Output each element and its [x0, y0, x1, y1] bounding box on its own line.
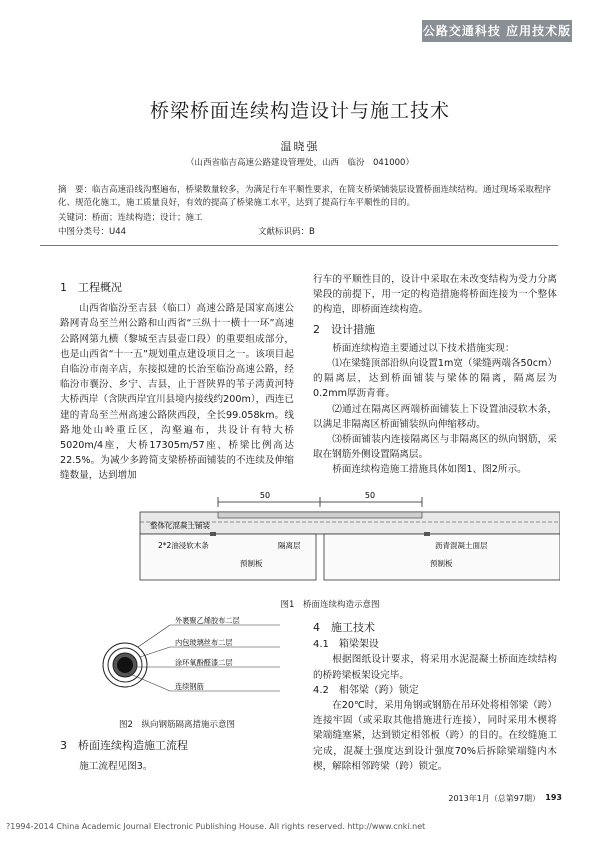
page-number: 193 — [545, 793, 562, 802]
fig2-label-inner: 内包玻璃丝布二层 — [175, 638, 233, 647]
section-1-continuation: 行车的平顺性目的，设计中采取在未改变结构为受力分离梁段的前提下，用一定的构造措施将桥面连接为一个整体的构造，即桥面连续构造。 — [313, 274, 557, 316]
section-2-intro: 桥面连续构造主要通过以下技术措施实现： — [332, 342, 515, 354]
author-name: 温晓强 — [280, 140, 320, 153]
isolation-strip — [218, 512, 422, 518]
section-1 — [60, 280, 294, 484]
figure-1-caption: 图1 桥面连续构造示意图 — [280, 600, 380, 610]
layer-label: 整体化混凝土铺装 — [150, 521, 210, 530]
issue-info: 2013年1月（总第97期） — [448, 794, 540, 803]
section-2-item-3: ⑶桥面铺装内连接隔离区与非隔离区的纵向钢筋，采取在钢筋外侧设置隔离层。 — [313, 434, 557, 461]
journal-banner: 公路交通科技 应用技术版 — [422, 20, 572, 42]
cork-label: 2*2油浸软木条 — [158, 541, 209, 550]
section-3 — [60, 738, 294, 774]
slab-left-label: 预制板 — [240, 559, 263, 568]
isolation-label: 隔离层 — [278, 541, 301, 550]
section-2 — [313, 272, 557, 478]
fig2-label-outer: 外裹聚乙烯胶布二层 — [175, 616, 240, 625]
paper-title: 桥梁桥面连续构造设计与施工技术 — [149, 100, 450, 122]
section-3-heading: 3 桥面连续构造施工流程 — [60, 739, 188, 752]
section-2-item-2: ⑵通过在隔离区两端桥面铺装上下设置油浸软木条，以满足非隔离区桥面铺装纵向伸缩移动。 — [313, 403, 557, 430]
figure-2-diagram — [70, 615, 290, 710]
cork-strip-right — [424, 532, 430, 536]
keywords: 关键词：桥面；连续构造；设计；施工 — [58, 213, 203, 223]
slab-right-label: 预制板 — [430, 559, 453, 568]
abstract: 摘 要：临吉高速沿线沟壑遍布，桥梁数量较多，为满足行车平顺性要求，在简支桥梁铺装层设置桥面连续结构。通过现场采取程序化、规范化施工，施工质量良好，有效的提高了桥梁施工水平，达到了提高行车平顺性的目的。 — [58, 185, 552, 208]
section-1-heading: 1 工程概况 — [60, 281, 122, 294]
section-4-2-paragraph: 在20℃时，采用角钢或钢筋在吊环处将相邻梁（跨）连接牢固（或采取其他措施进行连接），同时采用木楔将梁端缝塞紧，达到锁定相邻板（跨）的目的。在绞缝施工完成，混凝土强度达到设计强度70%后拆除梁端缝内木楔，解除相邻跨梁（跨）锁定。 — [313, 700, 557, 772]
dimension-line — [218, 497, 422, 507]
section-4-1-heading: 4.1 箱梁架设 — [313, 639, 379, 651]
fig2-label-rebar: 连续钢筋 — [175, 682, 204, 691]
dim-right-label: 50 — [364, 491, 376, 500]
asphalt-label: 沥青混凝土面层 — [435, 541, 488, 550]
section-3-paragraph: 施工流程见图3。 — [79, 761, 153, 773]
section-4-1-paragraph: 根据图纸设计要求，将采用水泥混凝土桥面连续结构的桥跨梁板架设完毕。 — [313, 654, 557, 681]
rebar-core — [117, 657, 133, 673]
figure-2-caption: 图2 纵向钢筋隔离措施示意图 — [119, 720, 235, 730]
clc-number: 中图分类号：U44 — [58, 227, 127, 237]
section-2-outro: 桥面连续构造施工措施具体如图1、图2所示。 — [332, 464, 527, 476]
section-4-2-heading: 4.2 相邻梁（跨）锁定 — [313, 684, 419, 696]
section-2-heading: 2 设计措施 — [313, 322, 375, 336]
section-4 — [313, 620, 557, 774]
section-2-item-1: ⑴在梁缝顶部沿纵向设置1m宽（梁缝两端各50cm）的隔离层，达到桥面铺装与梁体的隔离，隔离层为0.2mm厚沥青膏。 — [313, 358, 557, 400]
figure-1-diagram — [100, 488, 560, 593]
copyright-line: ?1994-2014 China Academic Journal Electronic Publishing House. All rights reserved. http://www.cnki.net — [6, 822, 426, 831]
section-1-paragraph: 山西省临汾至吉县（临口）高速公路是国家高速公路网青岛至兰州公路和山西省“三纵十一横十一环”高速公路网第九横（黎城至吉县壶口段）的重要组成部分，也是山西省“十一五”规划重点建设项目之一。该项目起自临汾市南辛店，东接拟建的长治至临汾高速公路，经临汾市襄汾、乡宁、吉县，止于晋陕界的苇子湾黄河特大桥西岸（含陕西岸宜川县境内接线约200m），西连已建的青岛至兰州高速公路陕西段，全长99.058km。线路地处山岭重丘区，沟壑遍布，共设计有特大桥5020m/4座，大桥17305m/57座、桥梁比例高达22.5%。为减少多跨简支梁桥桥面铺装的不连续及伸缩缝数量，达到增加 — [60, 303, 294, 482]
author-affiliation: （山西省临吉高速公路建设管理处，山西 临汾 041000） — [186, 158, 414, 168]
fig2-label-epoxy: 涂环氧酚醛漆二层 — [175, 658, 233, 667]
document-code: 文献标识码：B — [258, 227, 315, 237]
section-4-heading: 4 施工技术 — [313, 621, 375, 634]
header-divider — [40, 245, 558, 246]
cork-strip-left — [210, 532, 216, 536]
dim-left-label: 50 — [259, 491, 271, 500]
